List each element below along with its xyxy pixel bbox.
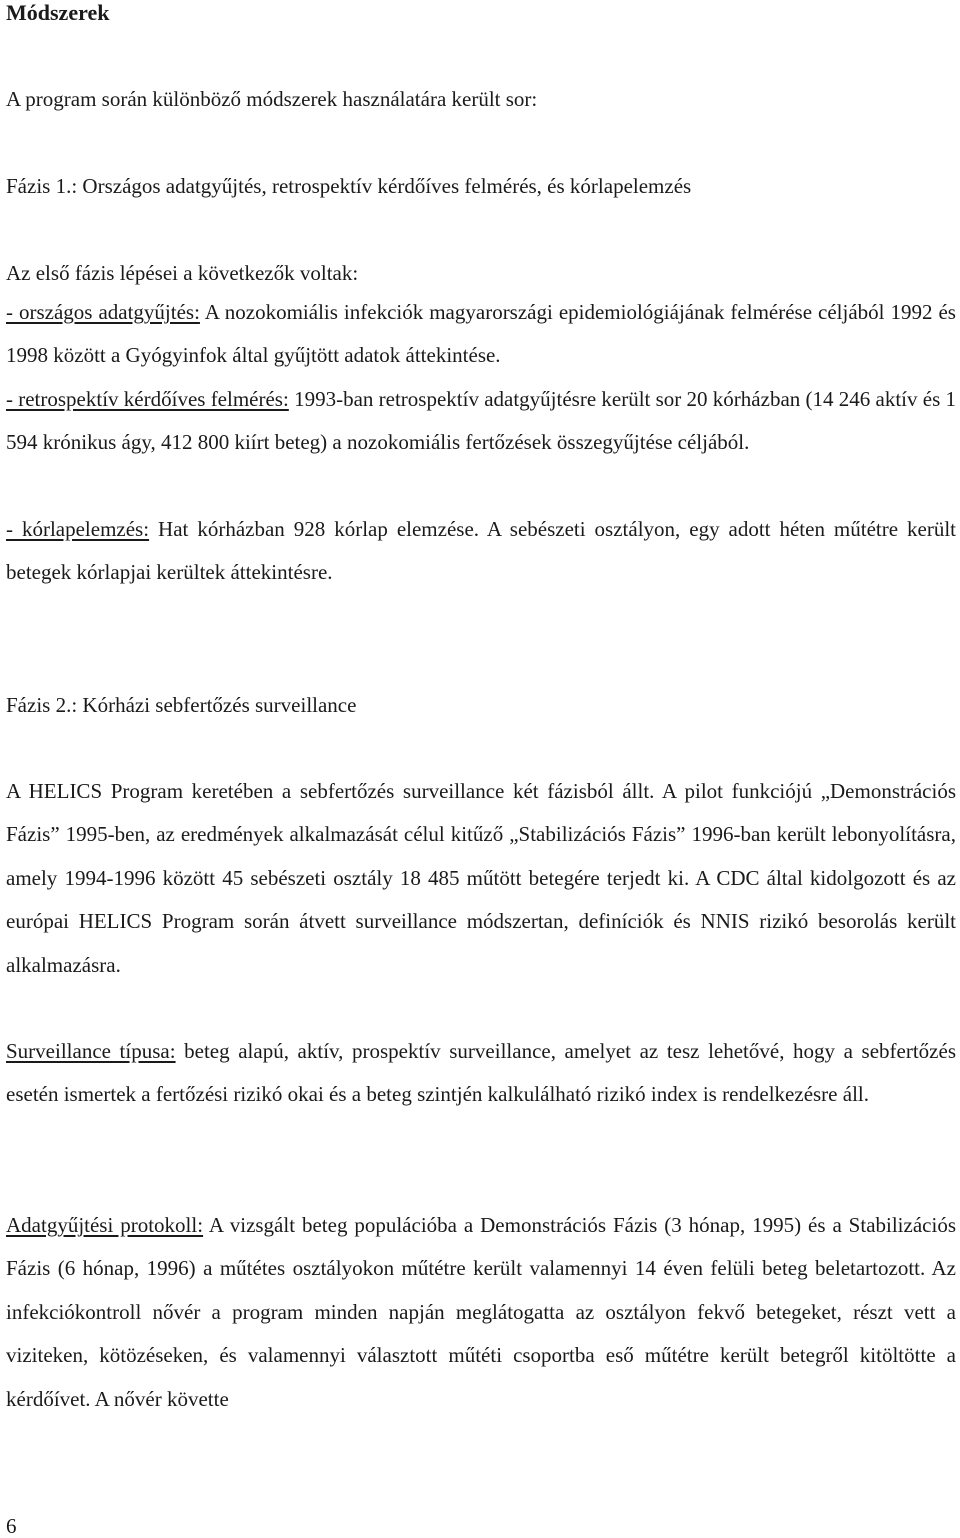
- phase1-steps-intro: Az első fázis lépései a következők voltak:: [6, 261, 359, 285]
- phase1-title: Fázis 1.: Országos adatgyűjtés, retrospektív kérdőíves felmérés, és kórlapelemzés: [6, 174, 692, 198]
- item3-label: - kórlapelemzés:: [6, 517, 150, 541]
- surveillance-type-paragraph: [6, 1030, 956, 1117]
- intro-line: A program során különböző módszerek használatára került sor:: [6, 87, 538, 111]
- phase1-item3: [6, 508, 956, 595]
- item1-label: - országos adatgyűjtés:: [6, 300, 200, 324]
- item3-text: Hat kórházban 928 kórlap elemzése. A sebészeti osztályon, egy adott héten műtétre került betegek kórlapjai kerültek áttekintésre.: [6, 517, 957, 585]
- page-number: 6: [6, 1514, 17, 1538]
- phase2-title: Fázis 2.: Kórházi sebfertőzés surveillance: [6, 693, 357, 717]
- phase1-item2: [6, 378, 956, 465]
- item2-label: - retrospektív kérdőíves felmérés:: [6, 387, 289, 411]
- item2-text: 1993-ban retrospektív adatgyűjtésre került sor 20 kórházban (14 246 aktív és 1 594 krónikus ágy, 412 800 kiírt beteg) a nozokomiális fertőzések összegyűjtése céljából.: [6, 387, 956, 455]
- surveillance-type-text: beteg alapú, aktív, prospektív surveillance, amelyet az tesz lehetővé, hogy a sebfertőzés esetén ismertek a fertőzési rizikó okai és a beteg szintjén kalkulálható rizikó index is rendelkezésre áll.: [6, 1039, 957, 1107]
- section-heading: Módszerek: [6, 0, 110, 25]
- protocol-label: Adatgyűjtési protokoll:: [6, 1213, 204, 1237]
- protocol-paragraph: [6, 1204, 956, 1421]
- protocol-text: A vizsgált beteg populációba a Demonstrációs Fázis (3 hónap, 1995) és a Stabilizációs Fázis (6 hónap, 1996) a műtétes osztályokon műtétre került valamennyi 14 éven felüli beteg beletartozott. Az infekciókontroll nővér a program minden napján meglátogatta az osztályon fekvő betegeket, részt vett a viziteken, kötözéseken, és valamennyi választott műtéti csoportba eső műtétre került betegről kitöltötte a kérdőívet. A nővér követte: [6, 1213, 956, 1411]
- phase1-item1: [6, 291, 956, 378]
- item1-text: A nozokomiális infekciók magyarországi epidemiológiájának felmérése céljából 1992 és 1998 között a Gyógyinfok által gyűjtött adatok áttekintése.: [6, 300, 956, 368]
- phase2-paragraph: A HELICS Program keretében a sebfertőzés surveillance két fázisból állt. A pilot funkciójú „Demonstrációs Fázis” 1995-ben, az eredmények alkalmazását célul kitűző „Stabilizációs Fázis” 1996-ban került lebonyolításra, amely 1994-1996 között 45 sebészeti osztály 18 485 műtött betegére terjedt ki. A CDC által kidolgozott és az európai HELICS Program során átvett surveillance módszertan, definíciók és NNIS rizikó besorolás került alkalmazásra.: [6, 779, 956, 977]
- surveillance-type-label: Surveillance típusa:: [6, 1039, 176, 1063]
